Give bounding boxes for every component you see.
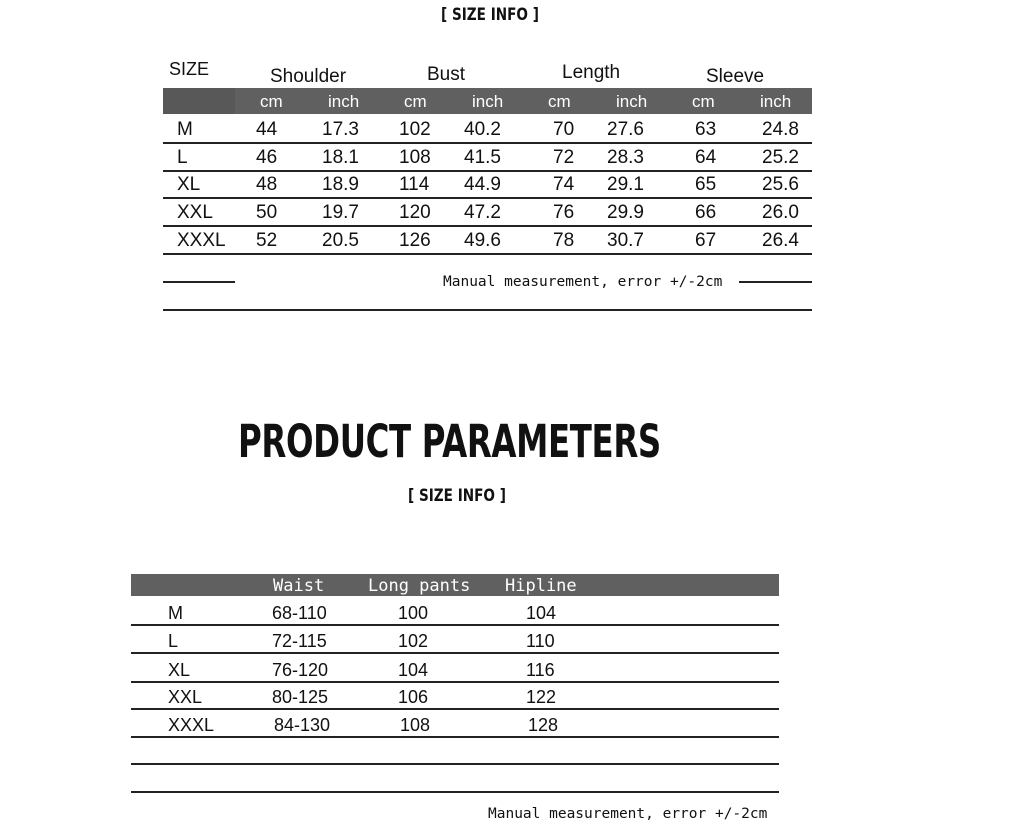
value-cell: 80-125 <box>272 687 329 707</box>
size-label: M <box>168 603 183 623</box>
value-cell: 114 <box>399 174 430 195</box>
unit-cm-length: cm <box>548 92 571 111</box>
value-cell: 108 <box>400 715 431 735</box>
size-label: XXXL <box>168 715 215 735</box>
footer-rule-right <box>739 281 812 283</box>
value-cell: 26.0 <box>762 202 799 223</box>
size-label: XL <box>168 660 191 680</box>
value-cell: 68-110 <box>272 603 327 623</box>
value-cell: 17.3 <box>322 119 359 140</box>
value-cell: 70 <box>553 119 575 140</box>
measurement-note: Manual measurement, error +/-2cm <box>488 806 768 822</box>
table-bottom-rule <box>131 791 779 793</box>
size-info-bottom: [ SIZE INFO ] <box>408 486 506 506</box>
value-cell: 18.9 <box>322 174 359 195</box>
value-cell: 48 <box>256 174 278 195</box>
unit-cm-bust: cm <box>404 92 427 111</box>
unit-inch-length: inch <box>616 92 648 111</box>
header-long-pants: Long pants <box>368 576 471 596</box>
units-header-bar-left <box>163 88 235 114</box>
value-cell: 100 <box>398 603 429 623</box>
value-cell: 19.7 <box>322 202 359 223</box>
row-divider <box>163 253 812 255</box>
size-label: L <box>177 147 188 168</box>
row-divider <box>163 142 812 144</box>
value-cell: 40.2 <box>464 119 501 140</box>
row-divider <box>131 652 779 654</box>
header-hipline: Hipline <box>505 576 577 596</box>
value-cell: 49.6 <box>464 230 501 251</box>
value-cell: 26.4 <box>762 230 799 251</box>
row-divider <box>131 681 779 683</box>
value-cell: 47.2 <box>464 202 501 223</box>
value-cell: 104 <box>398 660 429 680</box>
page-heading: PRODUCT PARAMETERS <box>238 415 661 468</box>
value-cell: 108 <box>399 147 431 168</box>
size-label: XXXL <box>177 230 226 251</box>
size-info-top: [ SIZE INFO ] <box>441 5 539 25</box>
value-cell: 110 <box>526 631 555 651</box>
value-cell: 122 <box>526 687 557 707</box>
value-cell: 65 <box>695 174 717 195</box>
value-cell: 84-130 <box>274 715 331 735</box>
size-label: L <box>168 631 179 651</box>
value-cell: 78 <box>553 230 575 251</box>
value-cell: 126 <box>399 230 431 251</box>
value-cell: 44 <box>256 119 278 140</box>
value-cell: 25.6 <box>762 174 799 195</box>
value-cell: 72-115 <box>272 631 327 651</box>
size-column-label: SIZE <box>169 59 210 79</box>
value-cell: 44.9 <box>464 174 501 195</box>
size-label: XXL <box>177 202 213 223</box>
value-cell: 67 <box>695 230 717 251</box>
size-label: XXL <box>168 687 203 707</box>
value-cell: 106 <box>398 687 429 707</box>
value-cell: 104 <box>526 603 557 623</box>
value-cell: 25.2 <box>762 147 799 168</box>
value-cell: 102 <box>399 119 431 140</box>
group-header-shoulder: Shoulder <box>270 66 347 87</box>
row-divider <box>163 170 812 172</box>
row-divider <box>131 763 779 765</box>
unit-cm-sleeve: cm <box>692 92 715 111</box>
value-cell: 128 <box>528 715 559 735</box>
value-cell: 102 <box>398 631 429 651</box>
size-label: M <box>177 119 193 140</box>
value-cell: 66 <box>695 202 717 223</box>
value-cell: 30.7 <box>607 230 644 251</box>
value-cell: 41.5 <box>464 147 501 168</box>
row-divider <box>131 708 779 710</box>
footer-rule-left <box>163 281 235 283</box>
value-cell: 74 <box>553 174 575 195</box>
row-divider <box>163 225 812 227</box>
measurement-note: Manual measurement, error +/-2cm <box>443 274 723 290</box>
unit-cm-shoulder: cm <box>260 92 283 111</box>
value-cell: 120 <box>399 202 431 223</box>
table-bottom-rule <box>163 309 812 311</box>
value-cell: 72 <box>553 147 575 168</box>
value-cell: 20.5 <box>322 230 359 251</box>
value-cell: 52 <box>256 230 278 251</box>
group-header-length: Length <box>562 62 621 83</box>
value-cell: 28.3 <box>607 147 644 168</box>
value-cell: 46 <box>256 147 278 168</box>
row-divider <box>131 624 779 626</box>
value-cell: 76 <box>553 202 575 223</box>
value-cell: 18.1 <box>322 147 359 168</box>
size-label: XL <box>177 174 201 195</box>
unit-inch-shoulder: inch <box>328 92 360 111</box>
value-cell: 116 <box>526 660 555 680</box>
group-header-sleeve: Sleeve <box>706 66 765 87</box>
value-cell: 27.6 <box>607 119 644 140</box>
value-cell: 29.1 <box>607 174 644 195</box>
value-cell: 29.9 <box>607 202 644 223</box>
value-cell: 63 <box>695 119 717 140</box>
unit-inch-bust: inch <box>472 92 504 111</box>
header-waist: Waist <box>273 576 325 596</box>
value-cell: 50 <box>256 202 278 223</box>
row-divider <box>131 736 779 738</box>
unit-inch-sleeve: inch <box>760 92 792 111</box>
row-divider <box>163 197 812 199</box>
value-cell: 64 <box>695 147 717 168</box>
group-header-bust: Bust <box>427 64 466 85</box>
value-cell: 24.8 <box>762 119 799 140</box>
value-cell: 76-120 <box>272 660 329 680</box>
